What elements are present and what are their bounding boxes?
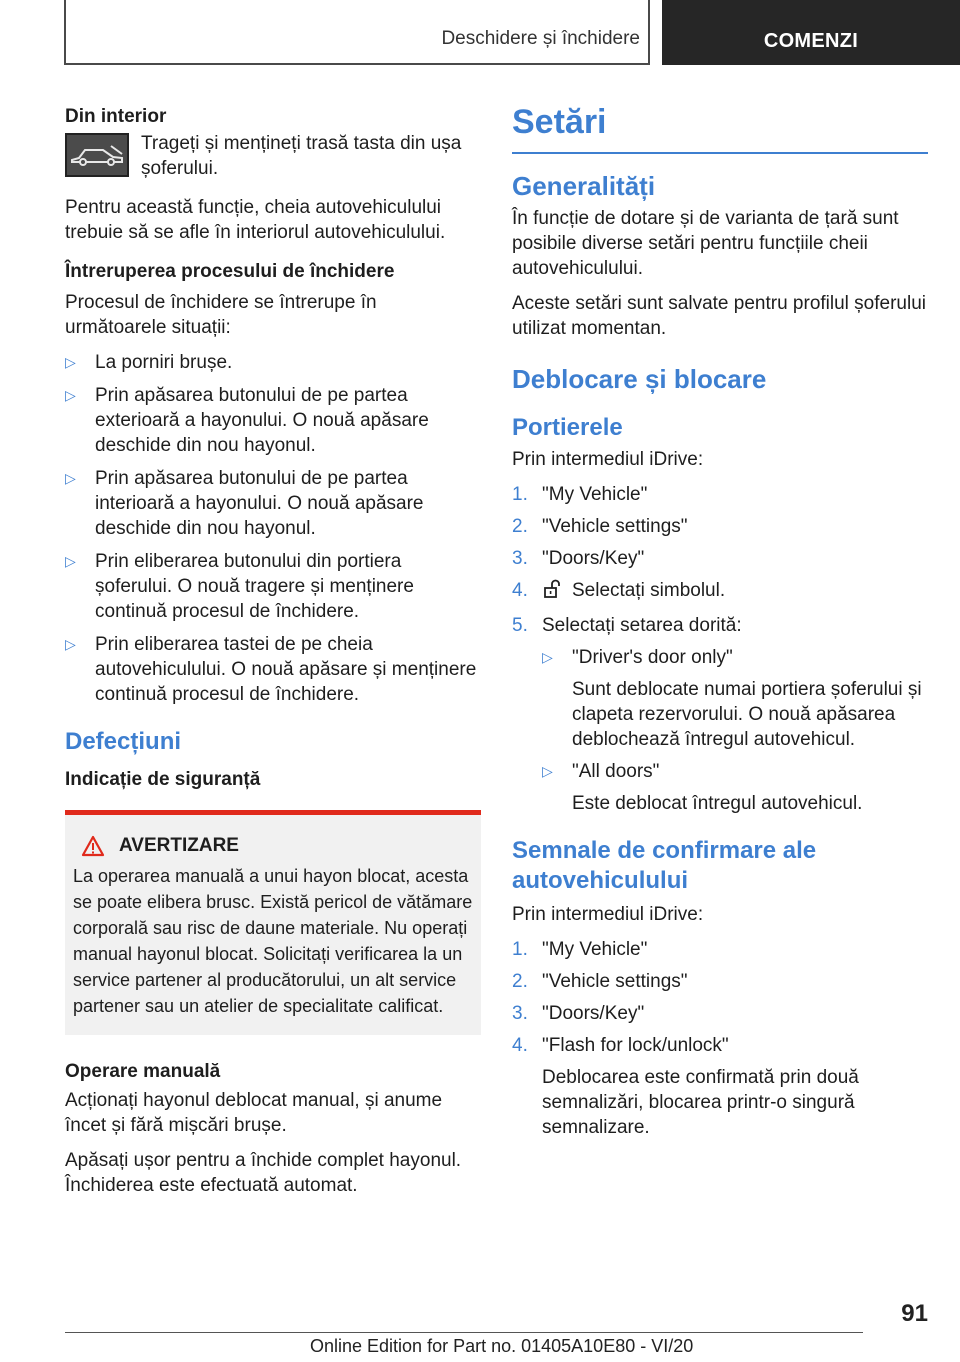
triangle-bullet-icon: ▷: [542, 649, 553, 665]
warning-text: La operarea manuală a unui hayon blocat, acesta se poate elibera brusc. Există pericol de vătămare corporală sau risc de daune materiale. Nu operați manual hayonul blocat. Solicitați verificarea la un service partener al producătorului, un alt service partener sau un atelier de specialitate calificat.: [73, 866, 473, 1016]
heading-semnale: Semnale de confirmare ale autovehiculului: [512, 837, 817, 894]
heading-portierele: Portierele: [512, 414, 623, 441]
header-section-title: Deschidere și închidere: [441, 28, 640, 49]
interrupt-intro: Procesul de închidere se întrerupe în următoarele situații:: [65, 292, 377, 338]
warning-triangle-icon: [81, 835, 105, 857]
heading-generalitati: Generalități: [512, 171, 656, 201]
header-rule: [65, 63, 650, 65]
general-text-1: În funcție de dotare și de varianta de țară sunt posibile diverse setări pentru funcțiile cheii autovehiculului.: [512, 208, 899, 279]
general-text-2: Aceste setări sunt salvate pentru profilul șoferului utilizat momentan.: [512, 293, 926, 339]
doors-steps: [512, 482, 928, 816]
heading-interrupt: Întreruperea procesului de închidere: [65, 261, 395, 282]
list-item: 5. Selectați setarea dorită: ▷ "Driver's door only" Sunt deblocate numai portiera șoferului și clapeta rezervorului. O nouă apăsarea deblochează întregul autovehicul. ▷ "All doors" Este deblocat întregul autovehicul.: [512, 613, 928, 816]
door-options: [542, 645, 928, 816]
heading-manual: Operare manuală: [65, 1061, 221, 1082]
doors-intro: Prin intermediul iDrive:: [512, 449, 704, 470]
heading-defectiuni: Defecțiuni: [65, 728, 182, 755]
list-item: 3. "Doors/Key": [512, 1003, 645, 1024]
key-note: Pentru această funcție, cheia autovehiculului trebuie să se afle în interiorul autovehiculului.: [65, 197, 446, 243]
list-item: 1. "My Vehicle": [512, 484, 648, 505]
header-left-line: [64, 0, 66, 65]
right-column: [512, 100, 928, 1147]
list-item: ▷ "All doors" Este deblocat întregul autovehicul.: [542, 761, 863, 814]
signals-steps: [512, 937, 928, 1140]
manual-text-2: Apăsați ușor pentru a închide complet hayonul. Închiderea este efectuată automat.: [65, 1150, 462, 1196]
header-right-line: [648, 0, 650, 65]
list-item: 4. Selectați simbolul.: [512, 578, 928, 606]
list-item: 1. "My Vehicle": [512, 939, 648, 960]
warning-title: AVERTIZARE: [73, 835, 473, 857]
list-item: ▷ Prin apăsarea butonului de pe partea exterioară a hayonului. O nouă apăsare deschide din nou hayonul.: [65, 385, 429, 456]
heading-din-interior: Din interior: [65, 106, 167, 127]
triangle-bullet-icon: ▷: [65, 354, 76, 370]
list-item: ▷ Prin eliberarea tastei de pe cheia autovehiculului. O nouă apăsare și menținere continuă procesul de închidere.: [65, 634, 477, 705]
signals-intro: Prin intermediul iDrive:: [512, 904, 704, 925]
list-item: 4. "Flash for lock/unlock" Deblocarea este confirmată prin două semnalizări, blocarea printr-o singură semnalizare.: [512, 1033, 928, 1140]
heading-deblocare: Deblocare și blocare: [512, 364, 767, 394]
triangle-bullet-icon: ▷: [65, 387, 76, 403]
triangle-bullet-icon: ▷: [65, 553, 76, 569]
list-item: 2. "Vehicle settings": [512, 516, 688, 537]
triangle-bullet-icon: ▷: [542, 763, 553, 779]
list-item: ▷ "Driver's door only" Sunt deblocate numai portiera șoferului și clapeta rezervorului. O nouă apăsarea deblochează întregul autovehicul.: [542, 647, 922, 750]
footer-rule: [65, 1332, 863, 1333]
heading-safety: Indicație de siguranță: [65, 769, 261, 790]
signals-desc: Deblocarea este confirmată prin două semnalizări, blocarea printr-o singură semnalizare.: [542, 1067, 859, 1138]
car-trunk-icon: [65, 133, 129, 177]
list-item: ▷ Prin eliberarea butonului din portiera șoferului. O nouă tragere și menținere continuă procesul de închidere.: [65, 551, 414, 622]
footer-edition: Online Edition for Part no. 01405A10E80 - VI/20: [310, 1336, 694, 1356]
page-title: Setări: [512, 100, 928, 154]
interior-row: [65, 131, 481, 181]
triangle-bullet-icon: ▷: [65, 470, 76, 486]
warning-box: [65, 810, 481, 1035]
list-item: ▷ Prin apăsarea butonului de pe partea interioară a hayonului. O nouă apăsare deschide din nou hayonul.: [65, 468, 424, 539]
list-item: 2. "Vehicle settings": [512, 971, 688, 992]
left-column: [65, 100, 481, 1208]
list-item: 3. "Doors/Key": [512, 548, 645, 569]
header-chapter-tab: COMENZI: [662, 0, 960, 65]
interior-text: Trageți și mențineți trasă tasta din ușa șoferului.: [141, 133, 462, 179]
open-padlock-icon: [542, 579, 562, 606]
triangle-bullet-icon: ▷: [65, 636, 76, 652]
interrupt-list: [65, 350, 481, 707]
manual-text-1: Acționați hayonul deblocat manual, și anume încet și fără mișcări brușe.: [65, 1090, 443, 1136]
page-number: 91: [901, 1300, 928, 1327]
list-item: ▷ La porniri brușe.: [65, 352, 233, 373]
